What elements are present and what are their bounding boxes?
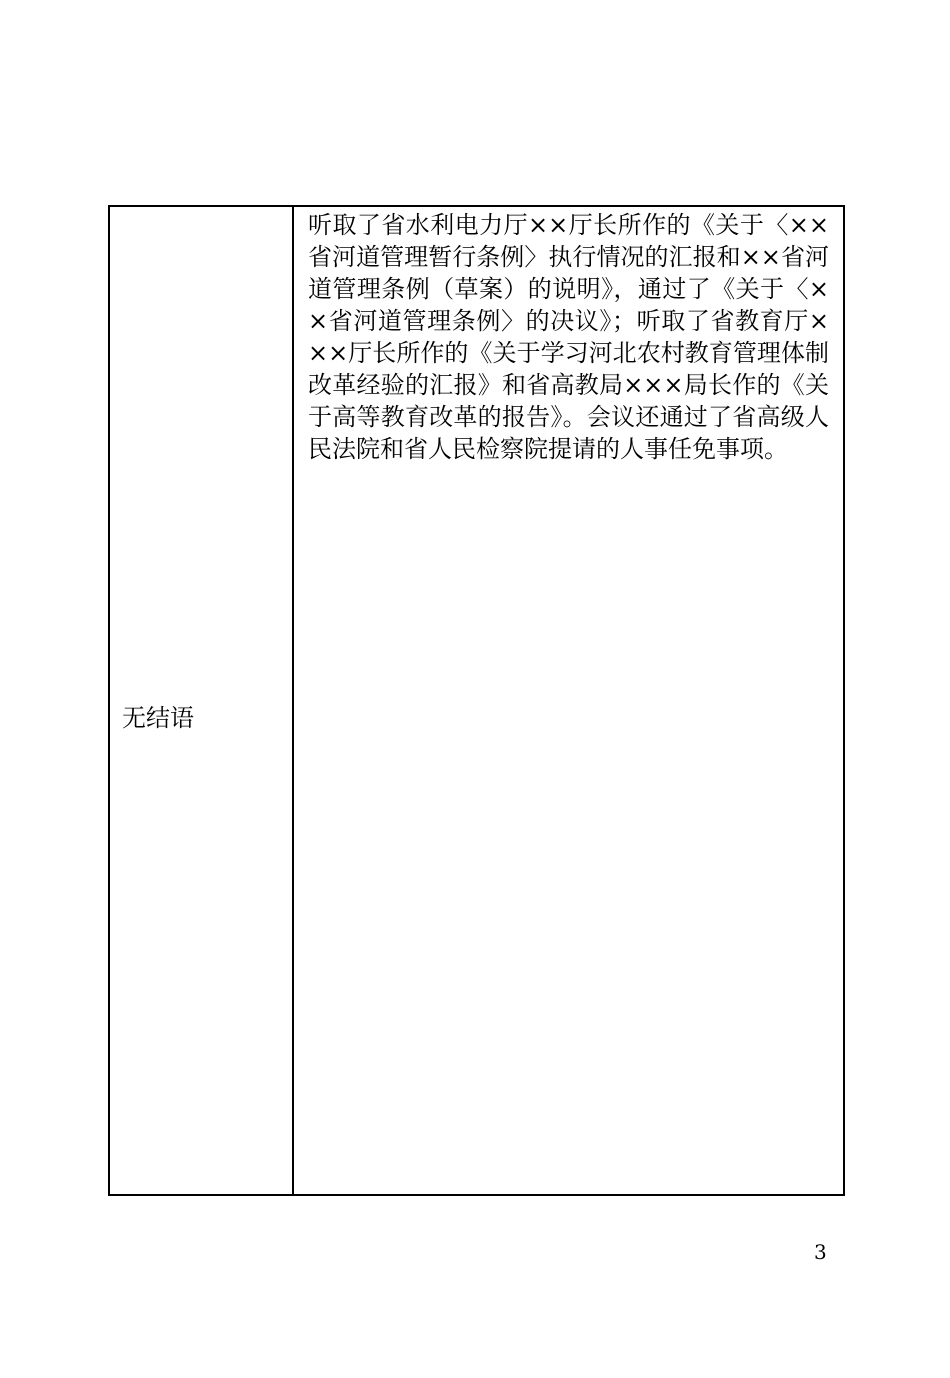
page-number: 3 — [814, 1240, 827, 1264]
body-paragraph: 听取了省水利电力厅××厅长所作的《关于〈××省河道管理暂行条例〉执行情况的汇报和××省河道管理条例（草案）的说明》，通过了《关于〈××省河道管理条例〉的决议》；听取了省教育厅×××厅长所作的《关于学习河北农村教育管理体制改革经验的汇报》和省高教局×××局长作的《关于高等教育改革的报告》。会议还通过了省高级人民法院和省人民检察院提请的人事任免事项。 — [308, 211, 829, 463]
document-table — [108, 205, 845, 1196]
left-cell — [110, 207, 294, 1194]
right-cell — [294, 207, 843, 1194]
row-label: 无结语 — [122, 703, 194, 732]
